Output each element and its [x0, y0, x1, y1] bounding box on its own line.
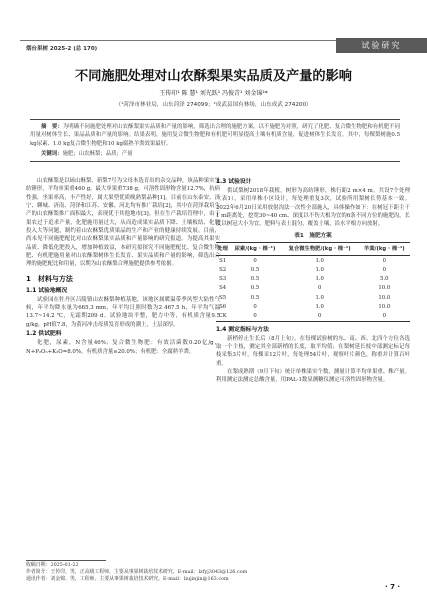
affiliations: （¹菏泽市林业局，山东菏泽 274099；²成武县国有林场，山东成武 274200） — [115, 102, 312, 108]
corresponding-author: 通讯作者：刘金锦，男，工程师，主要从事果树栽培技术研究。E-mail：liujinjin@163.com — [26, 576, 229, 582]
section-1-4-text-2: 在梨成熟期（9月下旬）统计单株果实个数，测量计算平均单果重、株产量。利用测定法测定总酸含量，用PAL-1数显测糖仪测定可溶性固形物含量。 — [216, 369, 410, 384]
table-row — [216, 312, 410, 322]
table-cell: 1.0 — [315, 294, 324, 301]
table-cell: 10.0 — [378, 303, 391, 310]
abstract — [30, 119, 400, 162]
table-cell: 0 — [253, 303, 257, 310]
table-cell: 0.5 — [250, 276, 260, 283]
table-cell: S6 — [219, 303, 227, 310]
right-column — [216, 177, 410, 385]
table-cell: 0 — [253, 257, 257, 264]
footnotes — [26, 562, 326, 583]
section-1-title: 1 材料与方法 — [26, 274, 73, 283]
table-cell: 0 — [281, 312, 359, 322]
left-column — [26, 177, 220, 356]
table-cell: 0 — [382, 267, 387, 274]
table-cell: S1 — [219, 257, 227, 264]
table-row — [216, 266, 410, 275]
table-caption: 表1 施肥方案 — [294, 232, 332, 239]
footnote-rule — [26, 560, 106, 561]
keywords-text: 施肥；山农酥梨；品质；产量 — [62, 151, 133, 158]
table-header-cell: 尿素/(kg · 棵⁻¹) — [229, 243, 280, 256]
table-cell: 1.0 — [315, 267, 324, 274]
section-1-3-title: 1.3 试验设计 — [216, 179, 252, 185]
table-cell: 0 — [382, 257, 387, 264]
table-cell: S2 — [219, 267, 227, 274]
table-cell: 10.0 — [378, 285, 391, 292]
table-header-row — [216, 243, 410, 256]
table-cell: S4 — [219, 285, 227, 292]
table-header-cell: 羊粪/(kg · 棵⁻¹) — [359, 243, 410, 256]
table-row — [216, 275, 410, 284]
table-cell: 1.0 — [315, 303, 324, 310]
abstract-label: 摘 要： — [41, 124, 63, 130]
section-1-4-text-1: 新梢停止生长后（8月上旬），在每棵试验树的东、南、西、北四个方位各选取一个主枝，测定其全部新梢的长度，取平均值；在梨树延长枝中部测定标记每枝采集3片叶，每棵采12片叶，每处理54片叶，观察叶片颜色，称重并计算百叶重。 — [216, 335, 410, 367]
fertilization-table — [216, 242, 410, 322]
table-header-cell: 复合微生物肥/(kg · 棵⁻¹) — [281, 243, 359, 256]
author-bio: 作者简介：王传印，男，正高级工程师，主要从事果树栽培技术研究。E-mail：lzfyj3043@126.com — [26, 569, 248, 575]
table-cell: S3 — [219, 276, 227, 283]
abstract-text: 为明确不同施肥处理对山农酥梨果实品质和产量的影响，筛选出合理的施肥方案，以不施肥为对照，研究了化肥、复合微生物肥和有机肥不同用量对树体生长、果品品质和产量的影响。结果表明，施用复合微生物肥和有机肥可明显提高土壤有机质含量，促进树体生长发育。其中，每棵梨树施0.5 kg尿素、1.0 kg复合微生物肥和10 kg腐熟羊粪效果最好。 — [30, 124, 400, 147]
table-cell: 0 — [359, 312, 410, 322]
table-row — [216, 256, 410, 266]
section-1-1-text: 试验园在牡丹区吕陵镇山农酥梨种植基地，该地区属暖温带季风型大陆性气候，年平均降水量为665.3 mm，年平均日照时数为2 467.5 h，年平均气温13.7~14.2 ℃，无霜期209 d。试验地块平整，肥力中等，有机质含量9.5 g/kg，pH值7.8，为黄河冲击母质发育形成的潮土，土层深厚。 — [26, 296, 220, 328]
table-cell: 0.5 — [250, 294, 260, 301]
keywords-label: 关键词： — [41, 151, 63, 158]
section-1-2-text: 化肥，尿素，N含量46%；复合微生物肥：有效活菌数0.20亿/g，N+P₂O₅+K₂O=8.0%，有机质含量≥20.0%；有机肥：全腐熟羊粪。 — [26, 340, 220, 355]
section-1-1-title: 1.1 试验地概况 — [26, 287, 68, 294]
table-cell: 10.0 — [378, 294, 391, 301]
table-cell: 0.5 — [250, 267, 260, 274]
authors: 王传印¹ 陈 慧¹ 刘光跃¹ 冯俊青¹ 刘金锦²* — [159, 90, 268, 97]
table-cell: S5 — [219, 294, 227, 301]
table-row — [216, 284, 410, 293]
table-cell: 0 — [229, 312, 280, 322]
table-cell: 0 — [317, 285, 322, 292]
table-header-cell: 处理 — [216, 243, 229, 256]
received-date: 收稿日期：2025-01-22 — [26, 562, 79, 568]
table-cell: CK — [216, 312, 229, 322]
table-cell: 0.5 — [250, 285, 260, 292]
section-1-2-title: 1.2 供试肥料 — [26, 331, 62, 338]
keywords — [30, 150, 400, 158]
section-1-4-title: 1.4 测定指标与方法 — [216, 326, 269, 333]
table-cell: 1.0 — [315, 276, 324, 283]
table-cell: 1.0 — [315, 257, 324, 264]
abstract-paragraph — [30, 123, 400, 148]
page-header — [0, 0, 427, 52]
table-row — [216, 302, 410, 311]
intro-paragraph: 山农酥梨是以砀山酥梨、新梨7号为父母本选育出的杂交品种，该品种果实呈纺锤形，平均单果重460 g，最大单果重738 g，可溶性固形物含量12.7%，抗病性强，坐果率高，丰产性好，属大果型优质晚熟梨品种[1]。目前在山东泰安、济宁、聊城、济南、菏泽和江苏、安徽、河北均有推广栽培[2]，其中在菏泽栽培生产的山农酥梨推广面积最大，表现优于其他地市[3]。但在生产栽培管理中，由于果农过于追求产量，化肥施用量过大，从而造成果实品质下降、土壤板结、化肥投入大等问题，制约着山农酥梨优质果品的生产和产业的健康持续发展。目前，尚未见不同施肥配比对山农酥梨果实品质和产量影响的研究报道。为提高其果实品质、降低化肥投入，增加种植效益，本研究拟探究不同施肥配比、复合微生物肥、有机肥施用量对山农酥梨树体生长发育、果实品质和产量的影响，筛选出合理的施肥配比和用量，以期为山农酥梨合理施肥提供参考依据。 — [26, 178, 220, 268]
section-1-3-text: 供试梨树2018年栽植，树形为高纺锤形，株行距2 m×4 m。共设7个处理（表1），采用单株小区设计，每处理重复3次，试验所用梨树长势基本一致。2022年6月20日采用放射沟法一次性全部施入，具体操作如下：在树冠下距主干1 m距离处，挖宽30~40 cm、深度以不伤大根为宜的6条不同方位的施肥沟，长度以树冠大小为宜，肥料与表土混匀，覆盖土壤，沿水平根方向放射。 — [216, 188, 410, 228]
page-number: · 7 · — [385, 583, 401, 591]
table-row — [216, 293, 410, 302]
section-tag: 试验研究 — [336, 38, 427, 53]
table-cell: 5.0 — [380, 276, 389, 283]
article-title: 不同施肥处理对山农酥梨果实品质及产量的影响 — [75, 69, 352, 84]
journal-issue: 烟台果树 2025-2 (总 170) — [26, 46, 98, 52]
